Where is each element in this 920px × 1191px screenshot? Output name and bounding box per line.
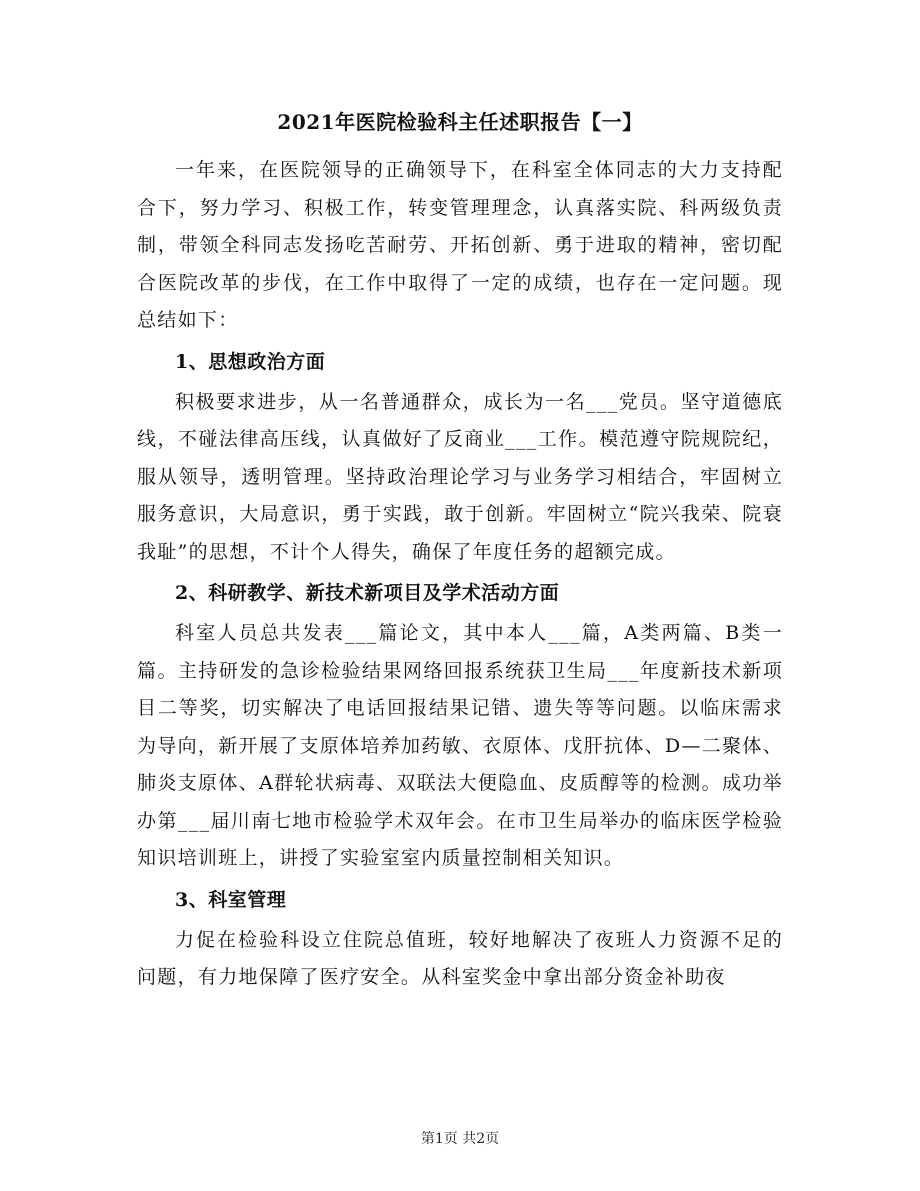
section-heading-management: 3、科室管理 [175, 888, 287, 911]
section-paragraph-research: 科室人员总共发表___篇论文，其中本人___篇，A类两篇、B类一篇。主持研发的急诊检验结果网络回报系统获卫生局___年度新技术新项目二等奖，切实解决了电话回报结果记错、遗失等等问题。以临床需求为导向，新开展了支原体培养加药敏、衣原体、戊肝抗体、D—二聚体、肺炎支原体、A群轮状病毒、双联法大便隐血、皮质醇等的检测。成功举办第___届川南七地市检验学术双年会。在市卫生局举办的临床医学检验知识培训班上，讲授了实验室室内质量控制相关知识。 [137, 622, 783, 869]
section-paragraph-political: 积极要求进步，从一名普通群众，成长为一名___党员。坚守道德底线，不碰法律高压线，认真做好了反商业___工作。模范遵守院规院纪，服从领导，透明管理。坚持政治理论学习与业务学习相结合，牢固树立服务意识，大局意识，勇于实践，敢于创新。牢固树立“院兴我荣、院衰我耻”的思想，不计个人得失，确保了年度任务的超额完成。 [137, 390, 783, 563]
section-paragraph-management: 力促在检验科设立住院总值班，较好地解决了夜班人力资源不足的问题，有力地保障了医疗安全。从科室奖金中拿出部分资金补助夜 [137, 928, 783, 988]
section-heading-political: 1、思想政治方面 [175, 350, 326, 373]
section-heading-research: 2、科研教学、新技术新项目及学术活动方面 [175, 582, 560, 604]
page-footer: 第1页 共2页 [420, 1131, 500, 1147]
document-body [137, 152, 783, 997]
intro-paragraph: 一年来，在医院领导的正确领导下，在科室全体同志的大力支持配合下，努力学习、积极工作，转变管理理念，认真落实院、科两级负责制，带领全科同志发扬吃苦耐劳、开拓创新、勇于进取的精神，密切配合医院改革的步伐，在工作中取得了一定的成绩，也存在一定问题。现总结如下： [137, 159, 783, 331]
document-title: 2021年医院检验科主任述职报告【一】 [277, 110, 643, 134]
